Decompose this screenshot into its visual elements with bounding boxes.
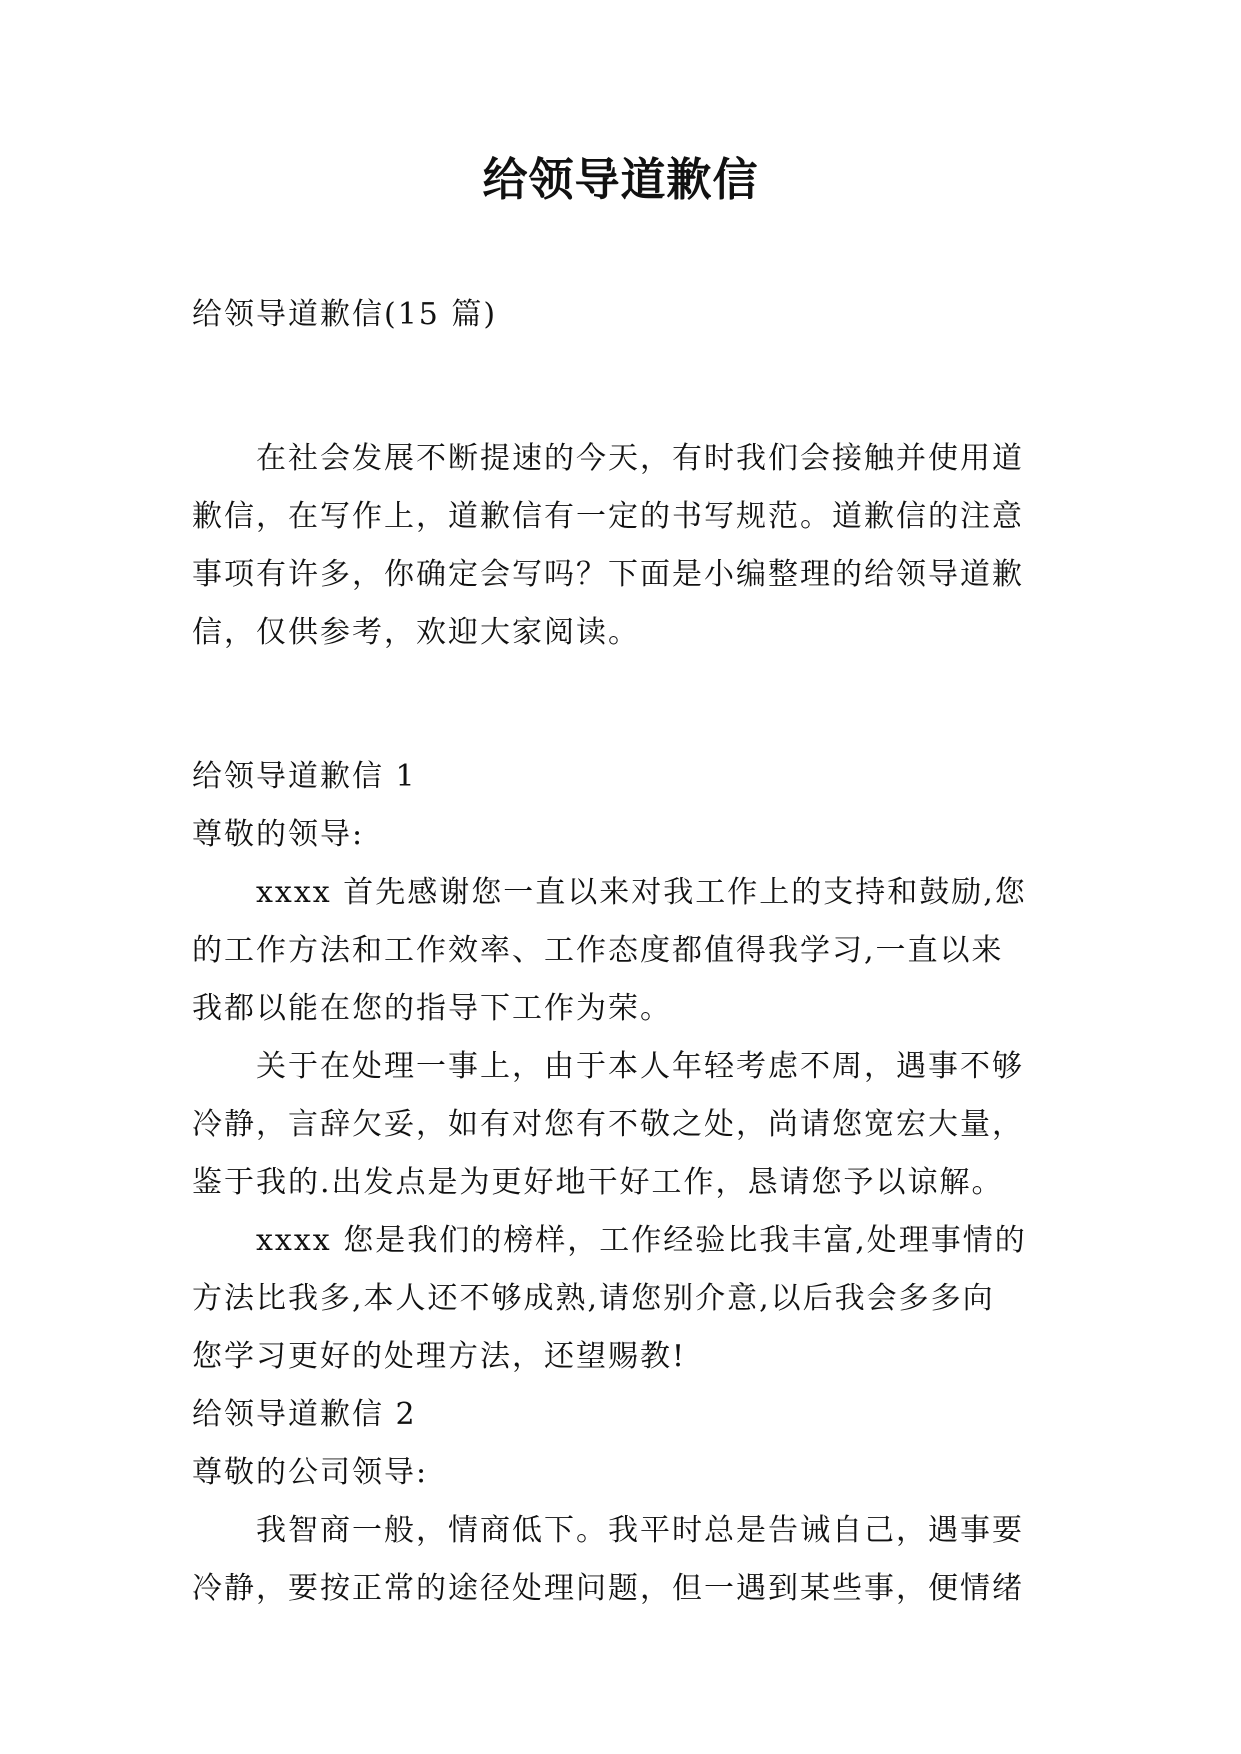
intro-line: 歉信，在写作上，道歉信有一定的书写规范。道歉信的注意 xyxy=(192,499,1024,534)
intro-line: 事项有许多，你确定会写吗？下面是小编整理的给领导道歉 xyxy=(192,557,1024,592)
intro-line: 在社会发展不断提速的今天，有时我们会接触并使用道 xyxy=(256,441,1024,476)
paragraph-line: 冷静，言辞欠妥，如有对您有不敬之处，尚请您宽宏大量， xyxy=(192,1107,1024,1142)
paragraph-line: 冷静，要按正常的途径处理问题，但一遇到某些事，便情绪 xyxy=(192,1571,1024,1606)
paragraph-line: 我都以能在您的指导下工作为荣。 xyxy=(192,991,672,1026)
paragraph-line: 我智商一般，情商低下。我平时总是告诫自己，遇事要 xyxy=(256,1513,1024,1548)
letter-2-paragraph-1 xyxy=(192,1502,1054,1618)
letter-2 xyxy=(192,1386,1054,1618)
letter-2-heading: 给领导道歉信 2 xyxy=(192,1397,417,1432)
paragraph-line: 的工作方法和工作效率、工作态度都值得我学习,一直以来 xyxy=(192,933,1004,968)
intro-paragraph xyxy=(192,430,1054,662)
paragraph-line: xxxx 您是我们的榜样，工作经验比我丰富,处理事情的 xyxy=(256,1223,1027,1258)
document-body xyxy=(192,286,1054,1618)
paragraph-line: 您学习更好的处理方法，还望赐教! xyxy=(192,1339,687,1374)
letter-1-paragraph-1 xyxy=(192,864,1054,1038)
spacer xyxy=(192,662,1054,748)
document-title: 给领导道歉信 xyxy=(482,153,759,206)
letter-1-paragraph-2 xyxy=(192,1038,1054,1212)
letter-1 xyxy=(192,748,1054,1386)
paragraph-line: 关于在处理一事上，由于本人年轻考虑不周，遇事不够 xyxy=(256,1049,1024,1084)
paragraph-line: 鉴于我的.出发点是为更好地干好工作，恳请您予以谅解。 xyxy=(192,1165,1004,1200)
letter-2-salutation: 尊敬的公司领导: xyxy=(192,1455,429,1490)
paragraph-line: xxxx 首先感谢您一直以来对我工作上的支持和鼓励,您 xyxy=(256,875,1027,910)
paragraph-line: 方法比我多,本人还不够成熟,请您别介意,以后我会多多向 xyxy=(192,1281,995,1316)
spacer xyxy=(192,344,1054,430)
letter-1-paragraph-3 xyxy=(192,1212,1054,1386)
letter-1-salutation: 尊敬的领导: xyxy=(192,817,365,852)
letter-1-heading: 给领导道歉信 1 xyxy=(192,759,417,794)
document-subtitle: 给领导道歉信(15 篇) xyxy=(192,297,498,332)
intro-line: 信，仅供参考，欢迎大家阅读。 xyxy=(192,615,640,650)
